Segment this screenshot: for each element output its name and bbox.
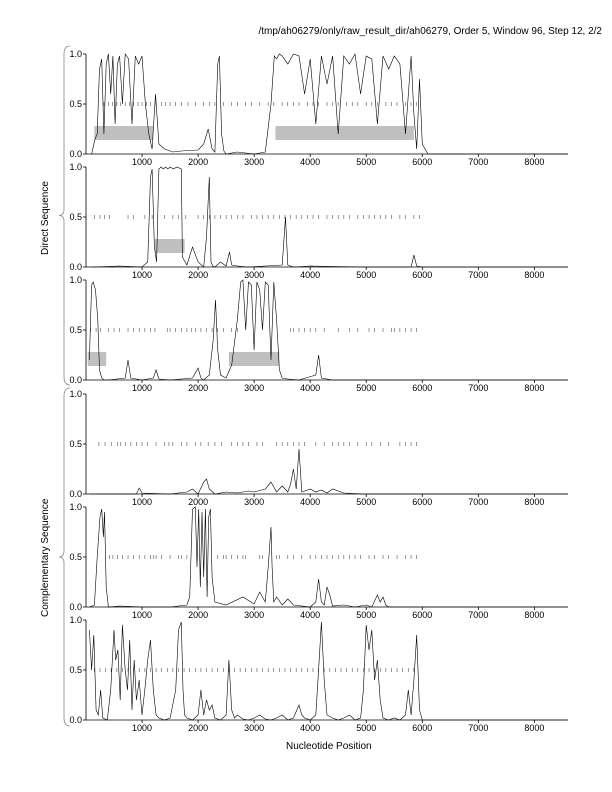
panel-4-xtick-label: 1000 bbox=[132, 497, 153, 507]
panel-5-xtick-label: 8000 bbox=[524, 610, 545, 620]
panel-6-xtick-label: 1000 bbox=[132, 723, 153, 733]
panel-4-xtick-label: 5000 bbox=[356, 497, 377, 507]
group-label-complementary: Complementary Sequence bbox=[40, 498, 51, 617]
panel-4-xtick-label: 7000 bbox=[468, 497, 489, 507]
panel-3-ytick-label: 1.0 bbox=[69, 275, 82, 285]
panel-1-xtick-label: 7000 bbox=[468, 157, 489, 167]
panel-3-ytick-label: 0.5 bbox=[69, 325, 82, 335]
panel-2-ytick-label: 0.5 bbox=[69, 212, 82, 222]
brace-direct bbox=[59, 46, 70, 385]
panel-1-xtick-label: 6000 bbox=[412, 157, 433, 167]
panel-1-xtick-label: 2000 bbox=[188, 157, 209, 167]
panel-2-xtick-label: 2000 bbox=[188, 270, 209, 280]
x-axis-label: Nucleotide Position bbox=[286, 741, 372, 752]
panel-6-xtick-label: 7000 bbox=[468, 723, 489, 733]
panel-2-xtick-label: 4000 bbox=[300, 270, 321, 280]
panel-6-ytick-label: 0.5 bbox=[69, 665, 82, 675]
panel-2-ytick-label: 1.0 bbox=[69, 162, 82, 172]
panel-4-xtick-label: 8000 bbox=[524, 497, 545, 507]
panel-6-ytick-label: 1.0 bbox=[69, 615, 82, 625]
panel-3-ytick-label: 0.0 bbox=[69, 375, 82, 385]
panel-5-ytick-label: 0.0 bbox=[69, 602, 82, 612]
panel-2-xtick-label: 8000 bbox=[524, 270, 545, 280]
panel-2-xtick-label: 1000 bbox=[132, 270, 153, 280]
panel-1-ytick-label: 1.0 bbox=[69, 49, 82, 59]
panel-3-xtick-label: 4000 bbox=[300, 383, 321, 393]
group-label-direct: Direct Sequence bbox=[40, 181, 51, 255]
panel-6-xtick-label: 5000 bbox=[356, 723, 377, 733]
panel-2-xtick-label: 5000 bbox=[356, 270, 377, 280]
brace-complementary bbox=[59, 388, 70, 726]
panel-1-xtick-label: 1000 bbox=[132, 157, 153, 167]
panel-2-xtick-label: 3000 bbox=[244, 270, 265, 280]
panel-5-xtick-label: 3000 bbox=[244, 610, 265, 620]
panel-3-xtick-label: 5000 bbox=[356, 383, 377, 393]
panel-1-box-0 bbox=[94, 126, 153, 140]
panel-3-xtick-label: 6000 bbox=[412, 383, 433, 393]
panel-1-ytick-label: 0.0 bbox=[69, 149, 82, 159]
panel-2-ytick-label: 0.0 bbox=[69, 262, 82, 272]
panel-3-xtick-label: 2000 bbox=[188, 383, 209, 393]
panel-3-series-line bbox=[89, 280, 568, 380]
panel-6-xtick-label: 6000 bbox=[412, 723, 433, 733]
panel-3-xtick-label: 8000 bbox=[524, 383, 545, 393]
panel-5-ytick-label: 1.0 bbox=[69, 502, 82, 512]
panel-2-xtick-label: 6000 bbox=[412, 270, 433, 280]
panel-5-xtick-label: 5000 bbox=[356, 610, 377, 620]
panel-3-xtick-label: 7000 bbox=[468, 383, 489, 393]
panel-5-series-line bbox=[89, 507, 568, 607]
panel-1-xtick-label: 4000 bbox=[300, 157, 321, 167]
panel-5-xtick-label: 1000 bbox=[132, 610, 153, 620]
panel-6-xtick-label: 2000 bbox=[188, 723, 209, 733]
panel-3-xtick-label: 1000 bbox=[132, 383, 153, 393]
panel-1-xtick-label: 3000 bbox=[244, 157, 265, 167]
panel-6-ytick-label: 0.0 bbox=[69, 715, 82, 725]
panel-4-ytick-label: 0.5 bbox=[69, 439, 82, 449]
panel-4-xtick-label: 6000 bbox=[412, 497, 433, 507]
header-path: /tmp/ah06279/only/raw_result_dir/ah06279, Order 5, Window 96, Step 12, 2/2 bbox=[258, 26, 602, 37]
panel-2-box-0 bbox=[155, 239, 185, 253]
panel-6-xtick-label: 8000 bbox=[524, 723, 545, 733]
panel-5-xtick-label: 7000 bbox=[468, 610, 489, 620]
panel-4-xtick-label: 4000 bbox=[300, 497, 321, 507]
panel-5-ytick-label: 0.5 bbox=[69, 552, 82, 562]
panel-1-xtick-label: 8000 bbox=[524, 157, 545, 167]
panel-1-ytick-label: 0.5 bbox=[69, 99, 82, 109]
panel-5-xtick-label: 4000 bbox=[300, 610, 321, 620]
panel-1-xtick-label: 5000 bbox=[356, 157, 377, 167]
panel-4-xtick-label: 2000 bbox=[188, 497, 209, 507]
panel-5-xtick-label: 2000 bbox=[188, 610, 209, 620]
panel-4-ytick-label: 0.0 bbox=[69, 489, 82, 499]
panel-3-xtick-label: 3000 bbox=[244, 383, 265, 393]
panel-4-xtick-label: 3000 bbox=[244, 497, 265, 507]
panel-6-xtick-label: 4000 bbox=[300, 723, 321, 733]
panel-5-xtick-label: 6000 bbox=[412, 610, 433, 620]
panel-6-xtick-label: 3000 bbox=[244, 723, 265, 733]
panel-2-xtick-label: 7000 bbox=[468, 270, 489, 280]
panel-1-box-1 bbox=[275, 126, 413, 140]
panel-3-box-0 bbox=[88, 352, 106, 366]
panel-4-series-line bbox=[89, 449, 568, 494]
panel-4-ytick-label: 1.0 bbox=[69, 389, 82, 399]
panel-3-box-1 bbox=[229, 352, 279, 366]
panel-6-series-line bbox=[89, 622, 568, 720]
